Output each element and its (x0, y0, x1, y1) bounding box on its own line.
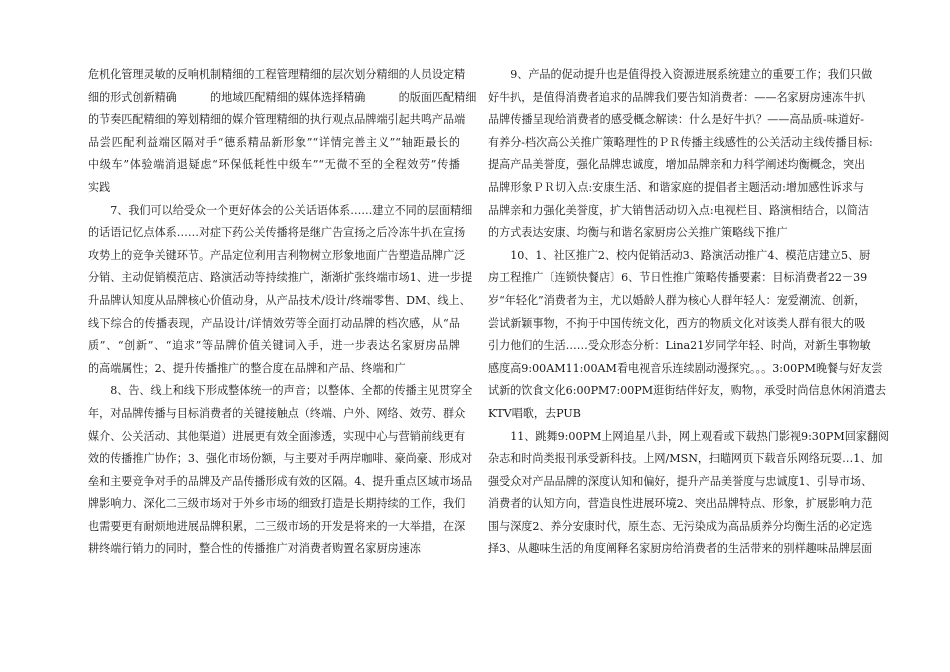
text-line: 线下综合的传播表现，产品设计/详情效劳等全面打动品牌的档次感，从“品 (88, 316, 460, 330)
text-line: 攻势上的竞争关键环节。产品定位利用吉利物树立形象地面广告塑造品牌广泛 (88, 248, 466, 262)
text-line: 中级车”体验端消退疑虑“环保低耗性中级车”“无微不至的全程效劳”传播 (88, 158, 460, 172)
text-line: 好牛扒，是值得消费者追求的品牌我们要告知消费者：——名家厨房速冻牛扒 (488, 90, 866, 104)
text-line: 也需要更有耐烦地进展品牌积累，二三级市场的开发是将来的一大举措，在深 (88, 519, 466, 533)
text-line: 分销、主动促销模范店、路演活动等持续推广，渐渐扩张终端市场1、进一步提 (88, 271, 473, 285)
text-line: 10、1、社区推广2、校内促销活动3、路演活动推广4、模范店建立5、厨 (488, 248, 871, 262)
text-line: 11、跳舞9:00PM上网追星八卦，网上观看或下载热门影视9:30PM回家翻阅 (488, 429, 890, 443)
text-line: 的话语记忆点体系……对症下药公关传播将是继广告宣扬之后冷冻牛扒在宣扬 (88, 226, 466, 240)
text-line: 尝试新颖事物，不拘于中国传统文化，西方的物质文化对该类人群有很大的吸 (488, 316, 866, 330)
text-line: 消费者的认知方向，营造良性进展环境2、突出品牌特点、形象，扩展影响力范 (488, 497, 873, 511)
text-line: 杂志和时尚类报刊承受新科技。上网/MSN，扫瞄网页下载音乐网络玩耍…1、加 (488, 452, 883, 466)
text-line: 有养分-档次高公关推广策略理性的ＰＲ传播主线感性的公关活动主线传播目标: (488, 135, 873, 149)
text-line: 的高端属性；2、提升传播推广的整合度在品牌和产品、终端和广 (88, 361, 406, 375)
text-line: 7、我们可以给受众一个更好体会的公关话语体系……建立不同的层面精细 (88, 203, 473, 217)
right-text-column (488, 66, 890, 563)
text-line: 试新的饮食文化6:00PM7:00PM逛街结伴好友，购物，承受时尚信息休闲消遣去 (488, 384, 887, 398)
text-line: 牌影响力、深化二三级市场对于外乡市场的细致打造是长期持续的工作，我们 (88, 497, 466, 511)
text-line: 引力他们的生活……受众形态分析：Lina21岁同学年轻、时尚，对新生事物敏 (488, 339, 871, 353)
text-line: 升品牌认知度从品牌核心价值动身，从产品技术/设计/终端零售、DM、线上、 (88, 293, 471, 307)
text-line: KTV唱歌，去PUB (488, 406, 581, 420)
text-line: 的方式表达安康、均衡与和谐名家厨房公关推广策略线下推广 (488, 226, 788, 240)
text-line: 耕终端行销力的同时，整合性的传播推广对消费者购置名家厨房速冻 (88, 542, 421, 556)
text-line: 垒和主要竞争对手的品牌及产品传播形成有效的区隔。4、提升重点区域市场品 (88, 474, 473, 488)
text-line: 感度高9:00AM11:00AM看电视音乐连续剧动漫探究。。。3:00PM晚餐与好友尝 (488, 361, 883, 375)
text-line: 强受众对产品品牌的深度认知和偏好，提升产品美誉度与忠诚度1、引导市场、 (488, 474, 873, 488)
text-line: 9、产品的促动提升也是值得投入资源进展系统建立的重要工作；我们只做 (488, 68, 873, 81)
text-line: 的节奏匹配精细的筹划精细的媒介管理精细的执行观点品牌端引起共鸣产品端 (88, 113, 466, 127)
text-line: 实践 (88, 180, 111, 194)
text-line: 危机化管理灵敏的反响机制精细的工程管理精细的层次划分精细的人员设定精 (88, 68, 466, 81)
text-line: 围与深度2、养分安康时代，原生态、无污染成为高品质养分均衡生活的必定选 (488, 519, 873, 533)
text-line: 房工程推广〔连锁快餐店〕6、节日性推广策略传播要素：目标消费者22－39 (488, 271, 868, 285)
text-line: 择3、从趣味生活的角度阐释名家厨房给消费者的生活带来的别样趣味品牌层面 (488, 542, 873, 556)
text-line: 年，对品牌传播与目标消费者的关键接触点（终端、户外、网络、效劳、群众 (88, 406, 466, 420)
text-line: 品牌传播呈现给消费者的感受概念解读：什么是好牛扒？——高品质-味道好- (488, 113, 864, 127)
text-line: 细的形式创新精确 的地域匹配精细的媒体选择精确 的版面匹配精细 (88, 90, 477, 104)
text-line: 品尝匹配利益端区隔对手“德系精品新形象”“详情完善主义”“轴距最长的 (88, 135, 460, 149)
text-line: 品牌亲和力强化美誉度，扩大销售活动切入点:电视栏目、路演相结合，以简洁 (488, 203, 869, 217)
text-line: 效的传播推广协作；3、强化市场份额，与主要对手两岸咖啡、豪尚豪、形成对 (88, 452, 473, 466)
text-line: 岁“年轻化”消费者为主，尤以婚龄人群为核心人群年轻人：宠爱潮流、创新， (488, 293, 866, 307)
text-line: 媒介、公关活动、其他渠道）进展更有效全面渗透，实现中心与营销前线更有 (88, 429, 466, 443)
text-line: 品牌形象ＰＲ切入点:安康生活、和谐家庭的提倡者主题活动:增加感性诉求与 (488, 180, 864, 194)
text-line: 提高产品美誉度，强化品牌忠诚度，增加品牌亲和力科学阐述均衡概念，突出 (488, 158, 866, 172)
left-text-column (88, 66, 477, 563)
text-line: 8、告、线上和线下形成整体统一的声音；以整体、全都的传播主见贯穿全 (88, 384, 473, 398)
text-line: 质”、“创新”、“追求”等品牌价值关键词入手，进一步表达名家厨房品牌 (88, 339, 460, 353)
